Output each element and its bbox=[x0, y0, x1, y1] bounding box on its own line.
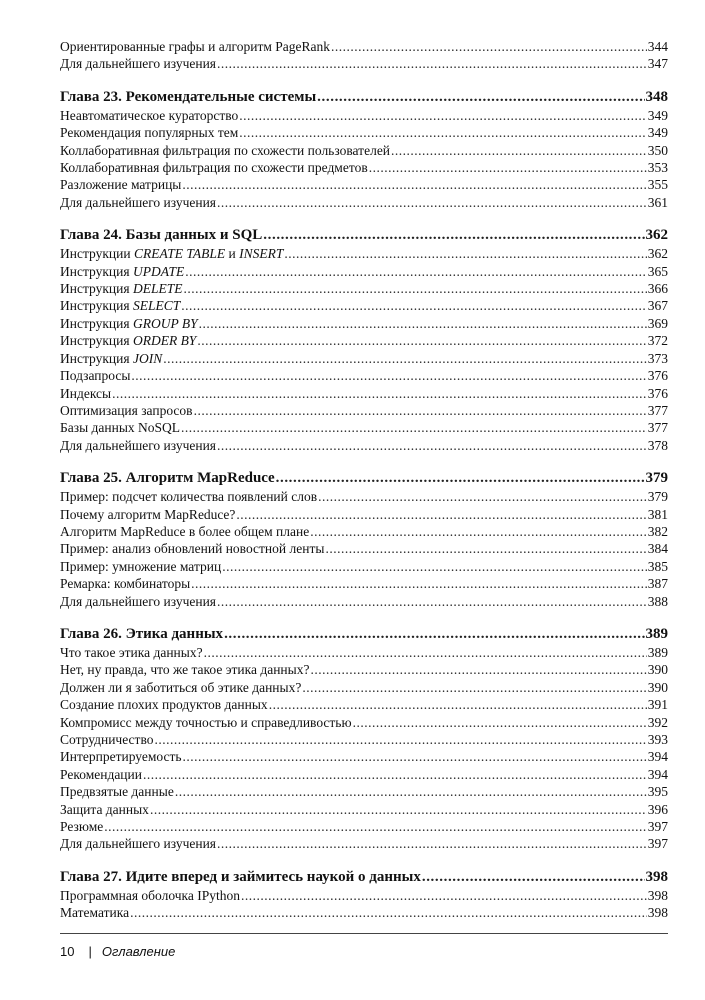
page-ref: 377 bbox=[647, 402, 668, 418]
page-ref: 361 bbox=[647, 194, 668, 210]
page-ref: 372 bbox=[647, 333, 668, 349]
sql-keyword: CREATE TABLE bbox=[133, 246, 226, 262]
entry-title: Программная оболочка IPython bbox=[60, 887, 241, 903]
page-ref: 373 bbox=[647, 350, 668, 366]
toc-entry-row[interactable] bbox=[60, 835, 668, 852]
chapter-title: Глава 27. Идите вперед и займитесь наукой о данных bbox=[60, 868, 421, 885]
toc-entry-row[interactable] bbox=[60, 437, 668, 454]
dot-leader bbox=[241, 887, 647, 904]
page-ref: 397 bbox=[647, 836, 668, 852]
entry-title-prefix: Инструкция bbox=[60, 350, 133, 366]
entry-title-prefix: Инструкция bbox=[60, 263, 133, 279]
dot-leader bbox=[191, 575, 647, 592]
toc-entry-row[interactable] bbox=[60, 661, 668, 678]
sql-keyword: JOIN bbox=[132, 350, 163, 366]
dot-leader bbox=[143, 766, 647, 783]
page-ref: 389 bbox=[645, 625, 668, 642]
page-ref: 398 bbox=[647, 905, 668, 921]
dot-leader bbox=[181, 419, 647, 436]
dot-leader bbox=[317, 87, 644, 107]
entry-title: Ремарка: комбинаторы bbox=[60, 576, 191, 592]
page-ref: 355 bbox=[647, 177, 668, 193]
dot-leader bbox=[131, 367, 646, 384]
toc-chapter-row[interactable] bbox=[60, 87, 668, 107]
entry-title: Сотрудничество bbox=[60, 732, 154, 747]
section-label: Оглавление bbox=[101, 944, 176, 959]
toc-entry-row[interactable] bbox=[60, 332, 668, 349]
dot-leader bbox=[217, 437, 647, 454]
dot-leader bbox=[391, 142, 647, 159]
page-ref: 388 bbox=[647, 593, 668, 609]
entry-title: Защита данных bbox=[60, 801, 149, 817]
entry-title: Для дальнейшего изучения bbox=[60, 437, 217, 453]
page-ref: 397 bbox=[647, 819, 668, 835]
footer-rule bbox=[60, 933, 668, 934]
page-ref: 391 bbox=[647, 697, 668, 713]
dot-leader bbox=[112, 385, 647, 402]
dot-leader bbox=[150, 801, 647, 818]
page-ref: 349 bbox=[647, 107, 668, 123]
toc-entry-row[interactable] bbox=[60, 801, 668, 818]
toc-entry-row[interactable] bbox=[60, 142, 668, 159]
dot-leader bbox=[224, 624, 644, 644]
toc-entry-row[interactable] bbox=[60, 55, 668, 72]
entry-title: Оптимизация запросов bbox=[60, 402, 193, 418]
toc-entry-row[interactable] bbox=[60, 748, 668, 765]
entry-title: Коллаборативная фильтрация по схожести пользователей bbox=[60, 142, 391, 158]
dot-leader bbox=[183, 748, 647, 765]
page-ref: 398 bbox=[647, 887, 668, 903]
dot-leader bbox=[217, 55, 647, 72]
toc-entry-row[interactable] bbox=[60, 107, 668, 124]
toc-entry-row[interactable] bbox=[60, 593, 668, 610]
toc-entry-row[interactable] bbox=[60, 523, 668, 540]
entry-title: Создание плохих продуктов данных bbox=[60, 697, 268, 713]
entry-title bbox=[60, 245, 283, 262]
toc-entry-row[interactable] bbox=[60, 176, 668, 193]
entry-title: Резюме bbox=[60, 819, 104, 835]
entry-title: Пример: подсчет количества появлений слов bbox=[60, 489, 318, 505]
dot-leader bbox=[181, 297, 647, 314]
toc-entry-row[interactable] bbox=[60, 402, 668, 419]
page-ref: 376 bbox=[647, 368, 668, 384]
dot-leader bbox=[217, 194, 647, 211]
chapter-title: Глава 25. Алгоритм MapReduce bbox=[60, 470, 275, 487]
dot-leader bbox=[310, 523, 647, 540]
entry-title: Математика bbox=[60, 905, 130, 921]
toc-entry-row[interactable] bbox=[60, 818, 668, 835]
toc-entry-row[interactable] bbox=[60, 575, 668, 592]
page-ref: 393 bbox=[647, 732, 668, 747]
entry-title: Нет, ну правда, что же такое этика данных? bbox=[60, 662, 310, 678]
entry-title bbox=[60, 315, 198, 332]
toc-entry-row[interactable] bbox=[60, 904, 668, 921]
toc-chapter-row[interactable] bbox=[60, 624, 668, 644]
entry-title bbox=[60, 263, 184, 280]
page-ref: 366 bbox=[647, 281, 668, 297]
dot-leader bbox=[154, 731, 646, 748]
sql-keyword: GROUP BY bbox=[132, 315, 198, 331]
page-ref: 382 bbox=[647, 523, 668, 539]
page-ref: 353 bbox=[647, 160, 668, 176]
entry-title bbox=[60, 280, 182, 297]
toc-entry-row[interactable] bbox=[60, 385, 668, 402]
toc-entry-row[interactable] bbox=[60, 783, 668, 800]
page-ref: 395 bbox=[647, 784, 668, 800]
chapter-title: Глава 26. Этика данных bbox=[60, 625, 224, 642]
dot-leader bbox=[310, 661, 646, 678]
dot-leader bbox=[199, 315, 647, 332]
toc-entry-row[interactable] bbox=[60, 644, 668, 661]
dot-leader bbox=[318, 488, 647, 505]
dot-leader bbox=[239, 124, 647, 141]
dot-leader bbox=[183, 280, 646, 297]
entry-title-conjunction: и bbox=[225, 246, 240, 262]
entry-title bbox=[60, 297, 180, 314]
dot-leader bbox=[217, 835, 647, 852]
entry-title: Рекомендация популярных тем bbox=[60, 125, 239, 141]
page-ref: 384 bbox=[647, 541, 668, 557]
entry-title: Индексы bbox=[60, 385, 112, 401]
page-ref: 379 bbox=[647, 489, 668, 505]
table-of-contents bbox=[60, 38, 668, 922]
dot-leader bbox=[217, 593, 647, 610]
entry-title: Алгоритм MapReduce в более общем плане bbox=[60, 523, 310, 539]
footer-separator: | bbox=[88, 944, 92, 959]
toc-entry-row[interactable] bbox=[60, 124, 668, 141]
entry-title bbox=[60, 332, 196, 349]
page-ref: 392 bbox=[647, 714, 668, 730]
page-ref: 367 bbox=[647, 298, 668, 314]
entry-title: Для дальнейшего изучения bbox=[60, 56, 217, 72]
toc-entry-row[interactable] bbox=[60, 350, 668, 367]
page-number: 10 bbox=[60, 944, 75, 959]
page-ref: 362 bbox=[645, 227, 668, 244]
sql-keyword: INSERT bbox=[239, 246, 284, 262]
toc-entry-row[interactable] bbox=[60, 887, 668, 904]
toc-entry-row[interactable] bbox=[60, 315, 668, 332]
entry-title: Почему алгоритм MapReduce? bbox=[60, 506, 236, 522]
dot-leader bbox=[163, 350, 647, 367]
toc-entry-row[interactable] bbox=[60, 38, 668, 55]
page-ref: 362 bbox=[647, 246, 668, 262]
page-ref: 381 bbox=[647, 506, 668, 522]
toc-entry-row[interactable] bbox=[60, 419, 668, 436]
entry-title: Подзапросы bbox=[60, 368, 131, 384]
page-ref: 390 bbox=[647, 662, 668, 678]
dot-leader bbox=[284, 245, 646, 262]
page-ref: 387 bbox=[647, 576, 668, 592]
toc-entry-row[interactable] bbox=[60, 679, 668, 696]
dot-leader bbox=[331, 38, 647, 55]
dot-leader bbox=[422, 867, 645, 887]
dot-leader bbox=[130, 904, 647, 921]
dot-leader bbox=[185, 263, 647, 280]
entry-title: Должен ли я заботиться об этике данных? bbox=[60, 679, 302, 695]
toc-chapter-row[interactable] bbox=[60, 468, 668, 488]
page-ref: 376 bbox=[647, 385, 668, 401]
entry-title: Разложение матрицы bbox=[60, 177, 182, 193]
dot-leader bbox=[104, 818, 646, 835]
dot-leader bbox=[204, 644, 647, 661]
page-footer bbox=[60, 933, 668, 959]
page-ref: 389 bbox=[647, 644, 668, 660]
dot-leader bbox=[236, 506, 646, 523]
entry-title: Предвзятые данные bbox=[60, 784, 174, 800]
toc-entry-row[interactable] bbox=[60, 194, 668, 211]
toc-chapter-row[interactable] bbox=[60, 225, 668, 245]
toc-entry-row[interactable] bbox=[60, 696, 668, 713]
page-ref: 369 bbox=[647, 315, 668, 331]
toc-entry-row[interactable] bbox=[60, 558, 668, 575]
toc-entry-row[interactable] bbox=[60, 714, 668, 731]
toc-entry-row[interactable] bbox=[60, 297, 668, 314]
sql-keyword: ORDER BY bbox=[132, 333, 197, 349]
page-ref: 378 bbox=[647, 437, 668, 453]
dot-leader bbox=[325, 540, 646, 557]
chapter-title: Глава 23. Рекомендательные системы bbox=[60, 88, 317, 105]
page-ref: 390 bbox=[647, 679, 668, 695]
dot-leader bbox=[369, 159, 647, 176]
dot-leader bbox=[194, 402, 647, 419]
entry-title-prefix: Инструкция bbox=[60, 298, 133, 314]
page-ref: 396 bbox=[647, 801, 668, 817]
entry-title: Неавтоматическое кураторство bbox=[60, 107, 239, 123]
toc-entry-row[interactable] bbox=[60, 506, 668, 523]
dot-leader bbox=[222, 558, 647, 575]
entry-title: Что такое этика данных? bbox=[60, 644, 203, 660]
entry-title: Компромисс между точностью и справедливостью bbox=[60, 714, 352, 730]
dot-leader bbox=[353, 714, 647, 731]
entry-title-prefix: Инструкции bbox=[60, 246, 134, 262]
page-ref: 379 bbox=[645, 470, 668, 487]
page-ref: 349 bbox=[647, 125, 668, 141]
sql-keyword: DELETE bbox=[132, 281, 183, 297]
entry-title bbox=[60, 350, 162, 367]
toc-entry-row[interactable] bbox=[60, 263, 668, 280]
dot-leader bbox=[182, 176, 646, 193]
toc-entry-row[interactable] bbox=[60, 367, 668, 384]
toc-entry-row[interactable] bbox=[60, 731, 668, 748]
chapter-title: Глава 24. Базы данных и SQL bbox=[60, 227, 263, 244]
page-ref: 398 bbox=[645, 868, 668, 885]
dot-leader bbox=[269, 696, 647, 713]
sql-keyword: UPDATE bbox=[132, 263, 185, 279]
entry-title: Коллаборативная фильтрация по схожести предметов bbox=[60, 160, 368, 176]
entry-title: Пример: анализ обновлений новостной ленты bbox=[60, 541, 325, 557]
page-ref: 347 bbox=[647, 56, 668, 72]
entry-title: Для дальнейшего изучения bbox=[60, 836, 217, 852]
toc-entry-row[interactable] bbox=[60, 280, 668, 297]
footer-line bbox=[60, 944, 668, 959]
page-ref: 350 bbox=[647, 142, 668, 158]
entry-title: Базы данных NoSQL bbox=[60, 420, 181, 436]
page-ref: 365 bbox=[647, 263, 668, 279]
dot-leader bbox=[197, 332, 646, 349]
entry-title: Ориентированные графы и алгоритм PageRank bbox=[60, 39, 331, 54]
page-ref: 394 bbox=[647, 749, 668, 765]
entry-title: Интерпретируемость bbox=[60, 749, 182, 765]
toc-entry-row[interactable] bbox=[60, 766, 668, 783]
entry-title: Пример: умножение матриц bbox=[60, 558, 222, 574]
page-ref: 344 bbox=[647, 39, 668, 54]
toc-entry-row[interactable] bbox=[60, 159, 668, 176]
entry-title: Рекомендации bbox=[60, 766, 142, 782]
toc-entry-row[interactable] bbox=[60, 245, 668, 262]
dot-leader bbox=[263, 225, 644, 245]
entry-title: Для дальнейшего изучения bbox=[60, 194, 217, 210]
entry-title-prefix: Инструкция bbox=[60, 315, 133, 331]
entry-title: Для дальнейшего изучения bbox=[60, 593, 217, 609]
page-ref: 348 bbox=[645, 88, 668, 105]
toc-entry-row[interactable] bbox=[60, 540, 668, 557]
page-ref: 377 bbox=[647, 420, 668, 436]
sql-keyword: SELECT bbox=[132, 298, 181, 314]
entry-title-prefix: Инструкция bbox=[60, 281, 133, 297]
page-ref: 385 bbox=[647, 558, 668, 574]
dot-leader bbox=[175, 783, 647, 800]
page-ref: 394 bbox=[647, 766, 668, 782]
toc-entry-row[interactable] bbox=[60, 488, 668, 505]
entry-title-prefix: Инструкция bbox=[60, 333, 133, 349]
dot-leader bbox=[276, 468, 645, 488]
dot-leader bbox=[239, 107, 646, 124]
dot-leader bbox=[302, 679, 646, 696]
toc-chapter-row[interactable] bbox=[60, 867, 668, 887]
